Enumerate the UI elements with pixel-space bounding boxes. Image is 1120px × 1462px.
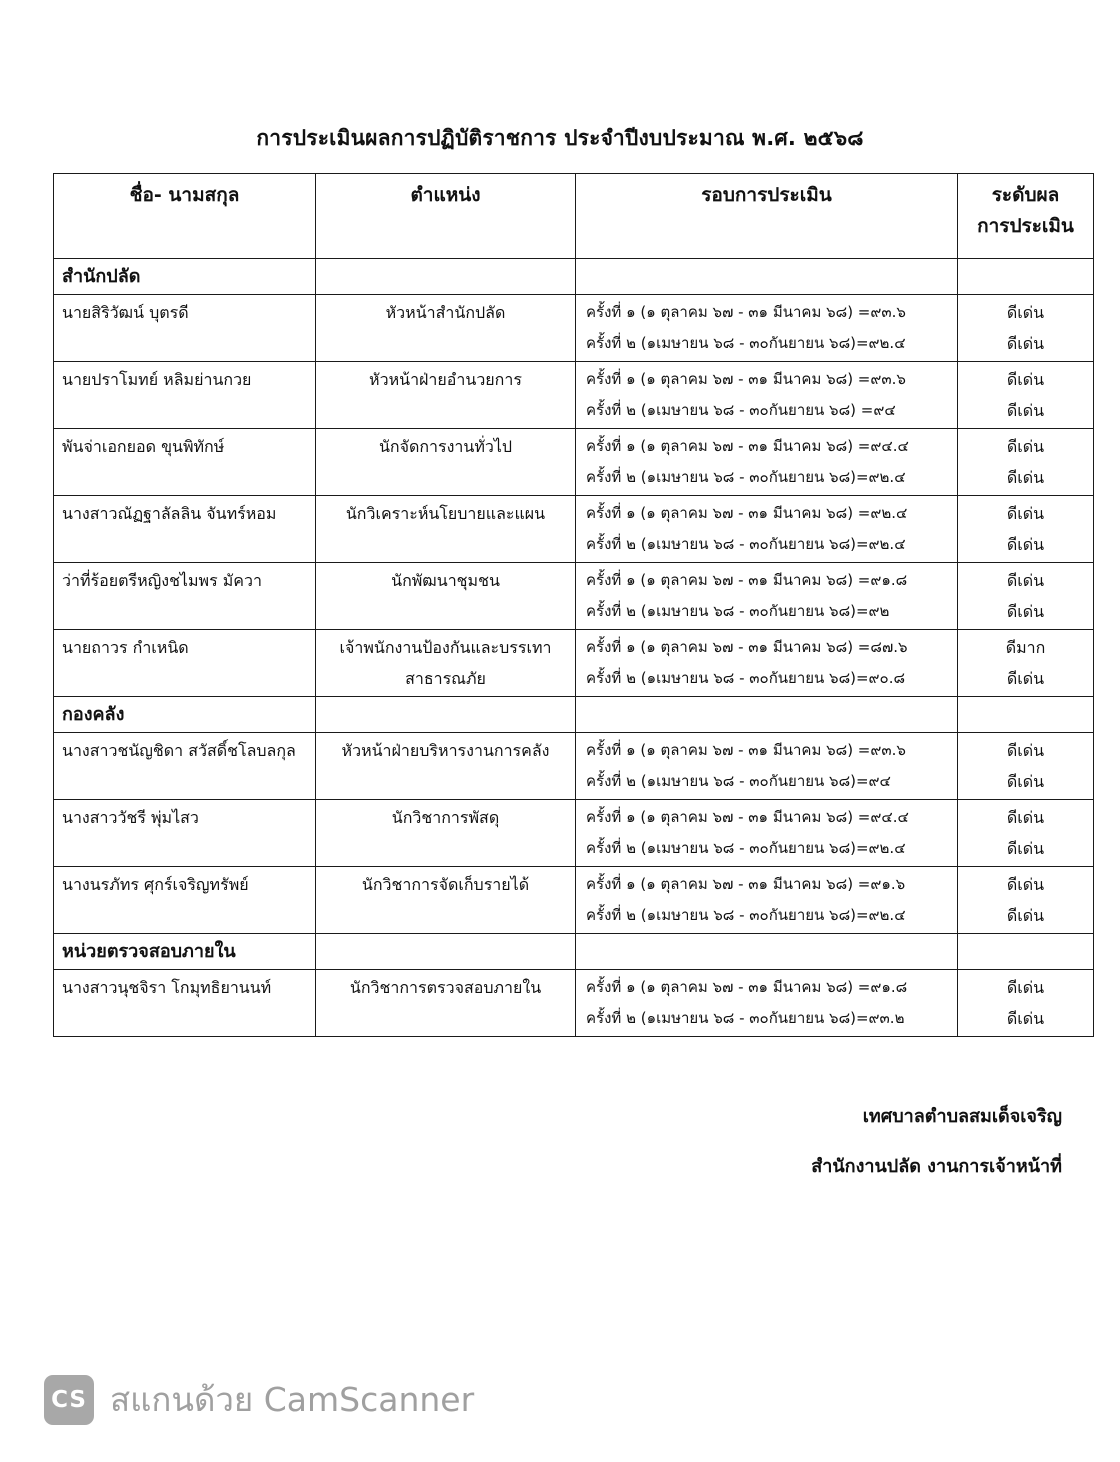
- header-level: [958, 174, 1094, 259]
- round-1: ครั้งที่ ๑ (๑ ตุลาคม ๖๗ - ๓๑ มีนาคม ๖๘) =๙๓.๖: [586, 303, 906, 321]
- evaluation-rounds: [576, 496, 958, 563]
- round-1: ครั้งที่ ๑ (๑ ตุลาคม ๖๗ - ๓๑ มีนาคม ๖๘) =๙๑.๘: [586, 978, 908, 996]
- round-1: ครั้งที่ ๑ (๑ ตุลาคม ๖๗ - ๓๑ มีนาคม ๖๘) =๘๗.๖: [586, 638, 908, 656]
- person-position: [316, 733, 576, 800]
- level-1: ดีเด่น: [1006, 571, 1045, 590]
- person-name: นางสาวชนัญชิดา สวัสดิ์ชโลบลกุล: [54, 733, 316, 800]
- evaluation-levels: [958, 733, 1094, 800]
- header-position: ตำแหน่ง: [316, 174, 576, 259]
- evaluation-rounds: [576, 429, 958, 496]
- round-2: ครั้งที่ ๒ (๑เมษายน ๖๘ - ๓๐กันยายน ๖๘)=๙๔: [586, 772, 891, 790]
- level-1: ดีมาก: [1005, 638, 1046, 657]
- header-level-line1: ระดับผล: [991, 184, 1060, 206]
- header-name: ชื่อ- นามสกุล: [54, 174, 316, 259]
- person-name: นางสาวณัฏฐาลัลลิน จันทร์หอม: [54, 496, 316, 563]
- evaluation-rounds: [576, 295, 958, 362]
- person-position: [316, 362, 576, 429]
- empty-cell: [958, 934, 1094, 970]
- position-line1: หัวหน้าฝ่ายบริหารงานการคลัง: [341, 741, 550, 760]
- round-2: ครั้งที่ ๒ (๑เมษายน ๖๘ - ๓๐กันยายน ๖๘)=๙๒: [586, 602, 890, 620]
- empty-cell: [576, 697, 958, 733]
- table-body: [54, 259, 1094, 1037]
- level-1: ดีเด่น: [1006, 808, 1045, 827]
- person-position: [316, 867, 576, 934]
- empty-cell: [316, 697, 576, 733]
- person-position: [316, 295, 576, 362]
- level-2: ดีเด่น: [1006, 401, 1045, 420]
- evaluation-levels: [958, 295, 1094, 362]
- person-name: พันจ่าเอกยอด ขุนพิทักษ์: [54, 429, 316, 496]
- person-position: [316, 800, 576, 867]
- empty-cell: [576, 259, 958, 295]
- department-row: [54, 934, 1094, 970]
- evaluation-levels: [958, 429, 1094, 496]
- department-name: กองคลัง: [54, 697, 316, 733]
- evaluation-levels: [958, 630, 1094, 697]
- person-position: [316, 563, 576, 630]
- evaluation-rounds: [576, 800, 958, 867]
- round-2: ครั้งที่ ๒ (๑เมษายน ๖๘ - ๓๐กันยายน ๖๘)=๙๒.๔: [586, 906, 906, 924]
- evaluation-levels: [958, 970, 1094, 1037]
- table-row: [54, 563, 1094, 630]
- person-position: [316, 630, 576, 697]
- empty-cell: [576, 934, 958, 970]
- round-1: ครั้งที่ ๑ (๑ ตุลาคม ๖๗ - ๓๑ มีนาคม ๖๘) =๙๔.๔: [586, 437, 909, 455]
- round-2: ครั้งที่ ๒ (๑เมษายน ๖๘ - ๓๐กันยายน ๖๘)=๙๐.๘: [586, 669, 906, 687]
- department-row: [54, 259, 1094, 295]
- person-name: นางสาวนุชจิรา โกมุทธิยานนท์: [54, 970, 316, 1037]
- table-row: [54, 970, 1094, 1037]
- table-row: [54, 295, 1094, 362]
- person-position: [316, 429, 576, 496]
- position-line1: นักวิเคราะห์นโยบายและแผน: [345, 504, 546, 523]
- round-1: ครั้งที่ ๑ (๑ ตุลาคม ๖๗ - ๓๑ มีนาคม ๖๘) =๙๔.๔: [586, 808, 909, 826]
- person-position: [316, 496, 576, 563]
- evaluation-rounds: [576, 970, 958, 1037]
- footer-organization: เทศบาลตำบลสมเด็จเจริญ: [862, 1106, 1062, 1127]
- round-1: ครั้งที่ ๑ (๑ ตุลาคม ๖๗ - ๓๑ มีนาคม ๖๘) =๙๓.๖: [586, 741, 906, 759]
- person-name: นายถาวร กำเหนิด: [54, 630, 316, 697]
- department-name: สำนักปลัด: [54, 259, 316, 295]
- level-2: ดีเด่น: [1006, 906, 1045, 925]
- page-title: การประเมินผลการปฏิบัติราชการ ประจำปีงบประมาณ พ.ศ. ๒๕๖๘: [256, 126, 864, 150]
- footer-office: สำนักงานปลัด งานการเจ้าหน้าที่: [811, 1156, 1062, 1177]
- table-row: [54, 800, 1094, 867]
- watermark-text: สแกนด้วย CamScanner: [110, 1380, 475, 1419]
- table-row: [54, 867, 1094, 934]
- evaluation-levels: [958, 867, 1094, 934]
- level-1: ดีเด่น: [1006, 875, 1045, 894]
- evaluation-levels: [958, 362, 1094, 429]
- position-line1: หัวหน้าฝ่ายอำนวยการ: [369, 370, 522, 389]
- round-1: ครั้งที่ ๑ (๑ ตุลาคม ๖๗ - ๓๑ มีนาคม ๖๘) =๙๑.๘: [586, 571, 908, 589]
- position-line1: นักพัฒนาชุมชน: [391, 571, 500, 590]
- level-2: ดีเด่น: [1006, 602, 1045, 621]
- table-row: [54, 496, 1094, 563]
- position-line1: นักวิชาการตรวจสอบภายใน: [349, 978, 542, 997]
- department-row: [54, 697, 1094, 733]
- level-2: ดีเด่น: [1006, 468, 1045, 487]
- empty-cell: [316, 259, 576, 295]
- position-line1: นักวิชาการจัดเก็บรายได้: [361, 875, 530, 894]
- table-header-row: [54, 174, 1094, 259]
- level-1: ดีเด่น: [1006, 370, 1045, 389]
- empty-cell: [316, 934, 576, 970]
- level-2: ดีเด่น: [1006, 1009, 1045, 1028]
- round-2: ครั้งที่ ๒ (๑เมษายน ๖๘ - ๓๐กันยายน ๖๘)=๙๒.๔: [586, 468, 906, 486]
- evaluation-rounds: [576, 867, 958, 934]
- evaluation-levels: [958, 563, 1094, 630]
- round-1: ครั้งที่ ๑ (๑ ตุลาคม ๖๗ - ๓๑ มีนาคม ๖๘) =๙๑.๖: [586, 875, 906, 893]
- evaluation-levels: [958, 800, 1094, 867]
- level-2: ดีเด่น: [1006, 772, 1045, 791]
- position-line1: เจ้าพนักงานป้องกันและบรรเทา: [339, 638, 552, 657]
- person-name: นายสิริวัฒน์ บุตรดี: [54, 295, 316, 362]
- round-1: ครั้งที่ ๑ (๑ ตุลาคม ๖๗ - ๓๑ มีนาคม ๖๘) =๙๓.๖: [586, 370, 906, 388]
- position-line1: นักวิชาการพัสดุ: [391, 808, 500, 827]
- position-line1: หัวหน้าสำนักปลัด: [385, 303, 506, 322]
- evaluation-table: [53, 173, 1094, 1037]
- level-1: ดีเด่น: [1006, 504, 1045, 523]
- level-1: ดีเด่น: [1006, 741, 1045, 760]
- level-1: ดีเด่น: [1006, 978, 1045, 997]
- person-name: นายปราโมทย์ หลิมย่านกวย: [54, 362, 316, 429]
- header-round: รอบการประเมิน: [576, 174, 958, 259]
- evaluation-levels: [958, 496, 1094, 563]
- department-name: หน่วยตรวจสอบภายใน: [54, 934, 316, 970]
- position-line1: นักจัดการงานทั่วไป: [378, 437, 513, 456]
- round-2: ครั้งที่ ๒ (๑เมษายน ๖๘ - ๓๐กันยายน ๖๘)=๙๓.๒: [586, 1009, 905, 1027]
- level-1: ดีเด่น: [1006, 303, 1045, 322]
- round-2: ครั้งที่ ๒ (๑เมษายน ๖๘ - ๓๐กันยายน ๖๘)=๙๒.๔: [586, 535, 906, 553]
- table-row: [54, 429, 1094, 496]
- person-name: นางนรภัทร ศุกร์เจริญทรัพย์: [54, 867, 316, 934]
- header-level-line2: การประเมิน: [977, 215, 1074, 237]
- round-1: ครั้งที่ ๑ (๑ ตุลาคม ๖๗ - ๓๑ มีนาคม ๖๘) =๙๒.๔: [586, 504, 908, 522]
- table-row: [54, 630, 1094, 697]
- level-2: ดีเด่น: [1006, 839, 1045, 858]
- evaluation-rounds: [576, 733, 958, 800]
- evaluation-rounds: [576, 563, 958, 630]
- person-name: ว่าที่ร้อยตรีหญิงชไมพร มัควา: [54, 563, 316, 630]
- level-2: ดีเด่น: [1006, 669, 1045, 688]
- level-1: ดีเด่น: [1006, 437, 1045, 456]
- empty-cell: [958, 259, 1094, 295]
- empty-cell: [958, 697, 1094, 733]
- camscanner-logo-icon: CS: [44, 1375, 94, 1425]
- round-2: ครั้งที่ ๒ (๑เมษายน ๖๘ - ๓๐กันยายน ๖๘)=๙๒.๔: [586, 334, 906, 352]
- table-row: [54, 362, 1094, 429]
- round-2: ครั้งที่ ๒ (๑เมษายน ๖๘ - ๓๐กันยายน ๖๘) =๙๔: [586, 401, 896, 419]
- person-name: นางสาววัชรี พุ่มไสว: [54, 800, 316, 867]
- camscanner-watermark: [44, 1373, 474, 1426]
- position-line2: สาธารณภัย: [405, 669, 486, 688]
- evaluation-rounds: [576, 630, 958, 697]
- level-2: ดีเด่น: [1006, 334, 1045, 353]
- evaluation-rounds: [576, 362, 958, 429]
- level-2: ดีเด่น: [1006, 535, 1045, 554]
- round-2: ครั้งที่ ๒ (๑เมษายน ๖๘ - ๓๐กันยายน ๖๘)=๙๒.๔: [586, 839, 906, 857]
- person-position: [316, 970, 576, 1037]
- table-row: [54, 733, 1094, 800]
